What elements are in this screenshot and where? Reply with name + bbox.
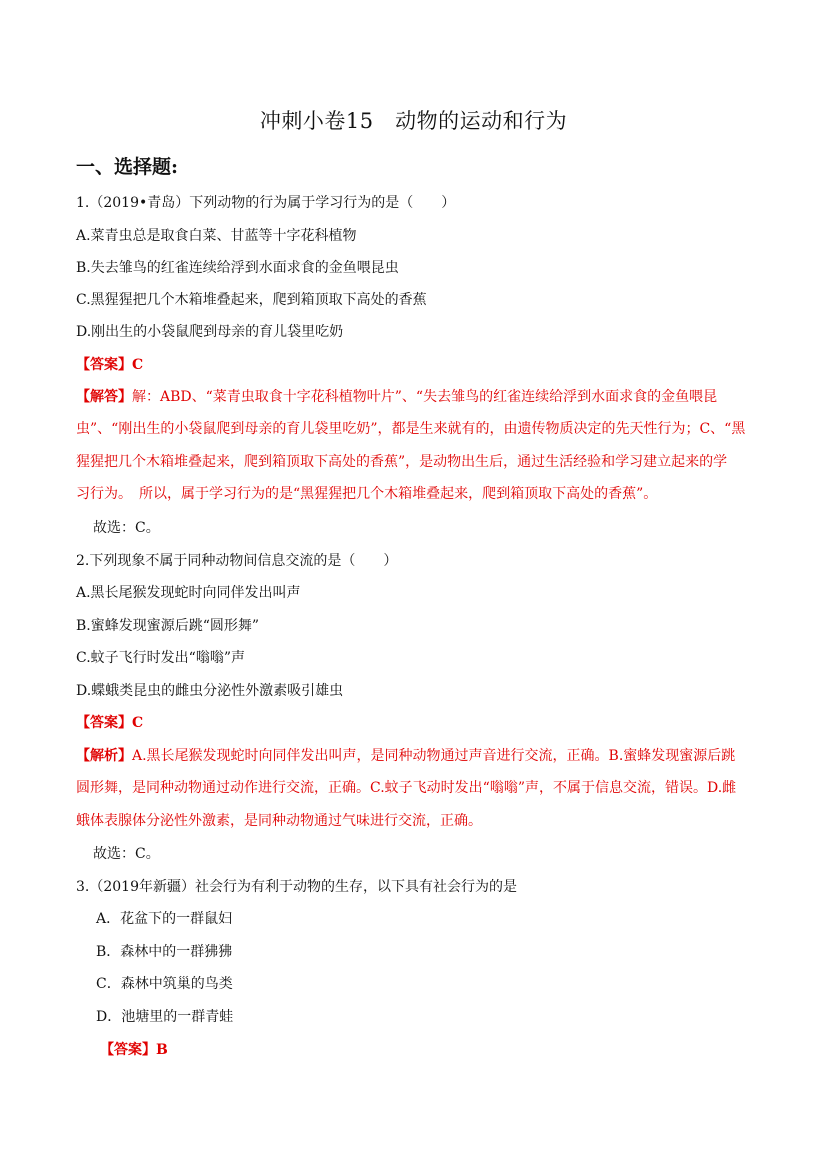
question-3-option-c: C．森林中筑巢的鸟类 (96, 976, 233, 992)
question-2-explain-line-3: 蛾体表腺体分泌性外激素，是同种动物通过气味进行交流，正确。 (76, 813, 482, 829)
explain-text: A.黑长尾猴发现蛇时向同伴发出叫声，是同种动物通过声音进行交流，正确。B.蜜蜂发现蜜源后跳 (132, 748, 736, 764)
section-heading: 一、选择题: (76, 156, 179, 178)
answer-label: 【答案】 (76, 357, 132, 373)
answer-value: B (156, 1042, 168, 1058)
question-3-option-a: A．花盆下的一群鼠妇 (96, 911, 233, 927)
question-2-option-d: D.蝶蛾类昆虫的雌虫分泌性外激素吸引雄虫 (76, 683, 344, 699)
question-1-explain-line-4: 习行为。 所以，属于学习行为的是“黑猩猩把几个木箱堆叠起来，爬到箱顶取下高处的香蕉”。 (76, 486, 658, 502)
question-1-explain-line-2: 虫”、“刚出生的小袋鼠爬到母亲的育儿袋里吃奶”，都是生来就有的，由遗传物质决定的先天性行为；C、“黑 (76, 421, 746, 437)
question-2-option-a: A.黑长尾猴发现蛇时向同伴发出叫声 (76, 585, 301, 601)
question-2-answer (76, 712, 143, 732)
question-1-stem: 1.（2019•青岛）下列动物的行为属于学习行为的是（ ） (76, 195, 456, 211)
question-1-option-d: D.刚出生的小袋鼠爬到母亲的育儿袋里吃奶 (76, 324, 344, 340)
question-3-stem: 3.（2019年新疆）社会行为有利于动物的生存，以下具有社会行为的是 (76, 879, 517, 895)
explain-text: 解：ABD、“菜青虫取食十字花科植物叶片”、“失去雏鸟的红雀连续给浮到水面求食的金鱼喂昆 (132, 389, 718, 405)
question-2-stem: 2.下列现象不属于同种动物间信息交流的是（ ） (76, 553, 398, 569)
question-2-choice: 故选：C。 (93, 846, 160, 862)
question-2-option-c: C.蚊子飞行时发出“嗡嗡”声 (76, 650, 245, 666)
answer-label: 【答案】 (76, 715, 132, 731)
question-1-choice: 故选：C。 (93, 520, 160, 536)
question-3-option-b: B．森林中的一群狒狒 (96, 944, 233, 960)
question-1-explain-line-1 (76, 386, 717, 406)
question-1-option-b: B.失去雏鸟的红雀连续给浮到水面求食的金鱼喂昆虫 (76, 260, 399, 276)
question-3-option-d: D．池塘里的一群青蛙 (96, 1009, 234, 1025)
explain-label: 【解答】 (76, 389, 132, 405)
answer-value: C (132, 715, 144, 731)
question-1-option-a: A.菜青虫总是取食白菜、甘蓝等十字花科植物 (76, 228, 357, 244)
page-title: 冲刺小卷15 动物的运动和行为 (259, 109, 568, 133)
question-2-explain-line-1 (76, 745, 735, 765)
question-1-explain-line-3: 猩猩把几个木箱堆叠起来，爬到箱顶取下高处的香蕉”，是动物出生后，通过生活经验和学习建立起来的学 (76, 454, 728, 470)
question-1-option-c: C.黑猩猩把几个木箱堆叠起来，爬到箱顶取下高处的香蕉 (76, 292, 427, 308)
question-1-answer (76, 354, 143, 374)
explain-label: 【解析】 (76, 748, 132, 764)
answer-label: 【答案】 (100, 1042, 156, 1058)
answer-value: C (132, 357, 144, 373)
question-3-answer (100, 1039, 168, 1059)
question-2-option-b: B.蜜蜂发现蜜源后跳“圆形舞” (76, 618, 260, 634)
question-2-explain-line-2: 圆形舞，是同种动物通过动作进行交流，正确。C.蚊子飞动时发出“嗡嗡”声，不属于信息交流，错误。D.雌 (76, 780, 737, 796)
